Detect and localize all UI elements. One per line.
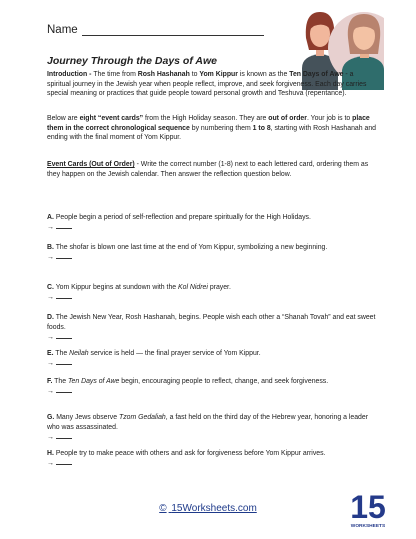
answer-blank-c[interactable] — [47, 293, 377, 303]
name-field[interactable] — [82, 25, 264, 36]
event-card-b — [47, 243, 377, 263]
card-text-2: service is held — the final prayer service of Yom Kippur. — [88, 350, 261, 357]
answer-blank-e[interactable] — [47, 359, 377, 369]
card-text-em: Kol Nidrei — [178, 284, 208, 291]
below-range: 1 to 8 — [252, 124, 271, 132]
card-letter: A. — [47, 214, 54, 221]
arrow-icon: → — [47, 387, 54, 395]
card-text-em: Neilah — [69, 350, 89, 357]
card-text-em: Tzom Gedaliah — [119, 414, 166, 421]
event-card-a — [47, 213, 377, 233]
arrow-icon: → — [47, 359, 54, 367]
card-letter: G. — [47, 414, 55, 421]
card-text-em: Ten Days of Awe — [67, 378, 120, 385]
below-out-of-order: out of order — [268, 115, 307, 122]
answer-line[interactable] — [56, 293, 72, 299]
card-letter: C. — [47, 284, 54, 291]
answer-line[interactable] — [56, 253, 72, 259]
below-text-4: by numbering them — [189, 124, 253, 132]
arrow-icon: → — [47, 293, 54, 301]
event-cards-text: - Write the correct number (1-8) next to each lettered card, ordering them as they happen on the Jewish calendar. Then answer the reflection question below. — [47, 161, 369, 178]
intro-label: Introduction - — [47, 71, 94, 78]
arrow-icon: → — [47, 459, 54, 467]
card-text: The Jewish New Year, Rosh Hashanah, begins. People wish each other a “Shanah Tovah” and eat sweet foods. — [47, 314, 376, 331]
answer-line[interactable] — [56, 459, 72, 465]
below-text-2: from the High Holiday season. They are — [143, 115, 269, 122]
card-letter: D. — [47, 314, 54, 321]
card-text-1: The — [53, 350, 70, 357]
card-letter: F. — [47, 378, 53, 385]
card-text-1: Many Jews observe — [54, 414, 120, 421]
intro-paragraph — [47, 70, 377, 99]
card-text-2: begin, encouraging people to reflect, change, and seek forgiveness. — [119, 378, 329, 385]
name-label: Name — [47, 24, 78, 36]
name-row — [47, 24, 264, 36]
card-text: The shofar is blown one last time at the end of Yom Kippur, symbolizing a new beginning. — [53, 244, 328, 251]
card-letter: B. — [47, 244, 54, 251]
card-text-2: , a fast held on the third day of the Hebrew year, honoring a leader who was assassinated. — [47, 414, 369, 431]
event-card-h — [47, 449, 377, 469]
answer-blank-b[interactable] — [47, 253, 377, 263]
card-text-2: prayer. — [207, 284, 231, 291]
15worksheets-logo — [349, 487, 387, 531]
card-letter: H. — [47, 450, 54, 457]
footer-site[interactable]: 15Worksheets.com — [171, 503, 257, 514]
card-letter: E. — [47, 350, 54, 357]
event-card-d — [47, 313, 377, 342]
event-cards-intro — [47, 160, 377, 179]
answer-blank-d[interactable] — [47, 333, 377, 343]
intro-text-3: is known as the — [237, 71, 290, 78]
instructions-paragraph — [47, 114, 377, 143]
intro-ten-days: Ten Days of Awe — [289, 71, 344, 78]
below-text-3: . Your job is to — [306, 115, 353, 122]
answer-line[interactable] — [56, 223, 72, 229]
card-text: People try to make peace with others and ask for forgiveness before Yom Kippur arrives. — [53, 450, 326, 457]
event-cards-label: Event Cards (Out of Order) — [47, 161, 135, 168]
event-card-g — [47, 413, 377, 442]
intro-text-1: The time from — [93, 71, 138, 78]
answer-blank-g[interactable] — [47, 433, 377, 443]
answer-line[interactable] — [56, 359, 72, 365]
card-text-1: The — [52, 378, 68, 385]
intro-yom-kippur: Yom Kippur — [199, 71, 238, 78]
logo-word: WORKSHEETS — [350, 524, 386, 529]
below-text-1: Below are — [47, 115, 80, 122]
below-text-5: , starting with Rosh Hashanah and ending with the final moment of Yom Kippur. — [47, 124, 376, 142]
arrow-icon: → — [47, 433, 54, 441]
arrow-icon: → — [47, 333, 54, 341]
intro-text-2: to — [189, 71, 200, 78]
event-card-e — [47, 349, 377, 369]
event-card-f — [47, 377, 377, 397]
event-card-c — [47, 283, 377, 303]
intro-text-4: - a spiritual journey in the Jewish year when people reflect, improve, and seek forgiveness. Each day carries special meaning or practices that guide people toward personal growth and Teshuva (repentance). — [47, 71, 367, 98]
answer-blank-h[interactable] — [47, 459, 377, 469]
answer-line[interactable] — [56, 387, 72, 393]
answer-line[interactable] — [56, 333, 72, 339]
below-eight-cards: eight “event cards” — [79, 115, 144, 122]
answer-blank-a[interactable] — [47, 223, 377, 233]
intro-rosh-hashanah: Rosh Hashanah — [137, 71, 190, 78]
answer-line[interactable] — [56, 433, 72, 439]
logo-number: 15 — [350, 489, 386, 525]
worksheet-title: Journey Through the Days of Awe — [47, 55, 217, 67]
copyright-symbol: © — [159, 503, 167, 514]
arrow-icon: → — [47, 253, 54, 261]
answer-blank-f[interactable] — [47, 387, 377, 397]
arrow-icon: → — [47, 223, 54, 231]
card-text-1: Yom Kippur begins at sundown with the — [53, 284, 179, 291]
below-place: place them in the correct chronological sequence — [47, 115, 370, 132]
card-text: People begin a period of self-reflection and prepare spiritually for the High Holidays. — [53, 214, 311, 221]
